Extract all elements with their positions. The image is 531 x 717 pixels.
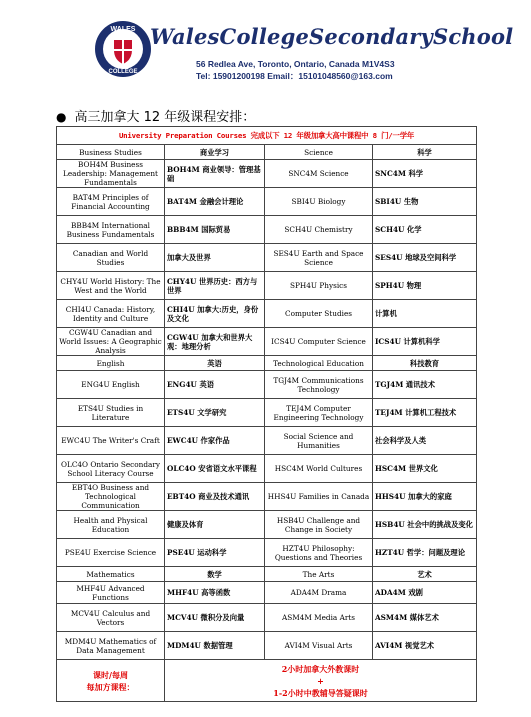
subject-heading-cell: 艺术 — [373, 567, 477, 582]
course-cell: ICS4U 计算机科学 — [373, 328, 477, 356]
course-cell: CHY4U 世界历史：西方与世界 — [165, 272, 265, 300]
course-cell: CHI4U Canada: History, Identity and Culture — [57, 300, 165, 328]
course-cell: HSB4U 社会中的挑战及变化 — [373, 511, 477, 539]
table-row — [57, 356, 477, 371]
course-cell: ASM4M 媒体艺术 — [373, 604, 477, 632]
course-cell: Canadian and World Studies — [57, 244, 165, 272]
course-cell: BAT4M Principles of Financial Accounting — [57, 188, 165, 216]
course-cell: HSC4M 世界文化 — [373, 455, 477, 483]
course-cell: MDM4U 数据管理 — [165, 632, 265, 660]
course-cell: SBI4U Biology — [265, 188, 373, 216]
course-cell: HZT4U Philosophy: Questions and Theories — [265, 539, 373, 567]
course-cell: Health and Physical Education — [57, 511, 165, 539]
course-cell: MDM4U Mathematics of Data Management — [57, 632, 165, 660]
course-cell: Social Science and Humanities — [265, 427, 373, 455]
course-cell: TGJ4M 通讯技术 — [373, 371, 477, 399]
course-cell: MHF4U 高等函数 — [165, 582, 265, 604]
course-cell: MCV4U Calculus and Vectors — [57, 604, 165, 632]
course-cell: HHS4U 加拿大的家庭 — [373, 483, 477, 511]
course-cell: CGW4U Canadian and World Issues: A Geographic Analysis — [57, 328, 165, 356]
course-cell: HSC4M World Cultures — [265, 455, 373, 483]
course-cell: ETS4U Studies in Literature — [57, 399, 165, 427]
section-title-text: 高三加拿大 12 年级课程安排： — [74, 110, 256, 125]
course-cell: TGJ4M Communications Technology — [265, 371, 373, 399]
table-row — [57, 160, 477, 188]
table-row — [57, 511, 477, 539]
course-cell: SCH4U Chemistry — [265, 216, 373, 244]
subject-heading-cell: English — [57, 356, 165, 371]
subject-heading-cell: 科技教育 — [373, 356, 477, 371]
course-cell: BOH4M 商业领导：管理基础 — [165, 160, 265, 188]
course-cell: MHF4U Advanced Functions — [57, 582, 165, 604]
course-cell: CGW4U 加拿大和世界大观：地理分析 — [165, 328, 265, 356]
course-cell: BBB4M 国际贸易 — [165, 216, 265, 244]
subject-heading-cell: 英语 — [165, 356, 265, 371]
subject-heading-cell: 数学 — [165, 567, 265, 582]
section-title — [56, 106, 255, 125]
banner-row — [57, 127, 477, 145]
course-cell: ETS4U 文学研究 — [165, 399, 265, 427]
hours-value-line1: 2小时加拿大外教课时 — [281, 663, 360, 674]
column-header-row — [57, 145, 477, 160]
course-cell: ENG4U 英语 — [165, 371, 265, 399]
course-cell: CHY4U World History: The West and the World — [57, 272, 165, 300]
table-row — [57, 399, 477, 427]
school-address: 56 Redlea Ave, Toronto, Ontario, Canada M1V4S3 — [196, 59, 395, 69]
course-cell: EWC4U The Writer's Craft — [57, 427, 165, 455]
course-cell: OLC4O Ontario Secondary School Literacy Course — [57, 455, 165, 483]
course-cell: SBI4U 生物 — [373, 188, 477, 216]
course-cell: PSE4U Exercise Science — [57, 539, 165, 567]
logo-text-bottom: COLLEGE — [108, 69, 138, 75]
course-cell: 加拿大及世界 — [165, 244, 265, 272]
column-header: 科学 — [373, 145, 477, 160]
course-cell: SES4U 地球及空间科学 — [373, 244, 477, 272]
course-cell: MCV4U 微积分及向量 — [165, 604, 265, 632]
hours-label-line1: 课时/每周 — [93, 669, 128, 680]
table-row — [57, 567, 477, 582]
course-cell: SCH4U 化学 — [373, 216, 477, 244]
course-cell: SPH4U Physics — [265, 272, 373, 300]
table-row — [57, 328, 477, 356]
course-cell: Computer Studies — [265, 300, 373, 328]
course-cell: SNC4M Science — [265, 160, 373, 188]
course-cell: EBT4O Business and Technological Communication — [57, 483, 165, 511]
course-cell: ICS4U Computer Science — [265, 328, 373, 356]
course-cell: HSB4U Challenge and Change in Society — [265, 511, 373, 539]
course-cell: EBT4O 商业及技术通讯 — [165, 483, 265, 511]
table-row — [57, 604, 477, 632]
table-row — [57, 272, 477, 300]
course-cell: ENG4U English — [57, 371, 165, 399]
subject-heading-cell: Mathematics — [57, 567, 165, 582]
column-header: Science — [265, 145, 373, 160]
course-cell: 计算机 — [373, 300, 477, 328]
table-row — [57, 455, 477, 483]
table-row — [57, 632, 477, 660]
footer-row — [57, 660, 477, 702]
course-cell: OLC4O 安省语文水平课程 — [165, 455, 265, 483]
hours-label-cell — [57, 660, 165, 702]
course-table — [56, 126, 477, 702]
table-row — [57, 300, 477, 328]
course-cell: TEJ4M Computer Engineering Technology — [265, 399, 373, 427]
course-cell: 健康及体育 — [165, 511, 265, 539]
course-cell: TEJ4M 计算机工程技术 — [373, 399, 477, 427]
course-cell: ADA4M Drama — [265, 582, 373, 604]
course-cell: SPH4U 物理 — [373, 272, 477, 300]
course-cell: AVI4M Visual Arts — [265, 632, 373, 660]
logo-text-top: WALES — [110, 26, 136, 33]
course-cell: ASM4M Media Arts — [265, 604, 373, 632]
school-name: WalesCollegeSecondarySchool — [150, 24, 514, 49]
course-cell: BAT4M 金融会计理论 — [165, 188, 265, 216]
hours-value-line2: + — [317, 675, 324, 686]
course-cell: BBB4M International Business Fundamentals — [57, 216, 165, 244]
subject-heading-cell: Technological Education — [265, 356, 373, 371]
course-cell: 社会科学及人类 — [373, 427, 477, 455]
table-row — [57, 244, 477, 272]
course-cell: SNC4M 科学 — [373, 160, 477, 188]
table-row — [57, 216, 477, 244]
course-cell: SES4U Earth and Space Science — [265, 244, 373, 272]
subject-heading-cell: The Arts — [265, 567, 373, 582]
column-header: Business Studies — [57, 145, 165, 160]
table-row — [57, 427, 477, 455]
page-header — [0, 0, 531, 100]
table-row — [57, 539, 477, 567]
course-cell: CHI4U 加拿大:历史，身份及文化 — [165, 300, 265, 328]
table-row — [57, 188, 477, 216]
course-cell: BOH4M Business Leadership: Management Fundamentals — [57, 160, 165, 188]
school-contact: Tel: 15901200198 Email：15101048560@163.com — [196, 71, 393, 81]
course-cell: HZT4U 哲学：问题及理论 — [373, 539, 477, 567]
table-row — [57, 371, 477, 399]
hours-label-line2: 每加方课程： — [86, 681, 135, 692]
banner-cell: University Preparation Courses 完成以下 12 年级加拿大高中课程中 8 门/一学年 — [57, 127, 477, 145]
bullet-icon: ● — [56, 110, 67, 124]
school-crest-logo — [94, 20, 152, 78]
hours-value-cell — [165, 660, 477, 702]
course-cell: HHS4U Families in Canada — [265, 483, 373, 511]
course-cell: ADA4M 戏剧 — [373, 582, 477, 604]
course-cell: AVI4M 视觉艺术 — [373, 632, 477, 660]
course-cell: EWC4U 作家作品 — [165, 427, 265, 455]
course-cell: PSE4U 运动科学 — [165, 539, 265, 567]
hours-value-line3: 1-2小时中教辅导答疑课时 — [273, 687, 368, 698]
table-row — [57, 483, 477, 511]
table-row — [57, 582, 477, 604]
column-header: 商业学习 — [165, 145, 265, 160]
